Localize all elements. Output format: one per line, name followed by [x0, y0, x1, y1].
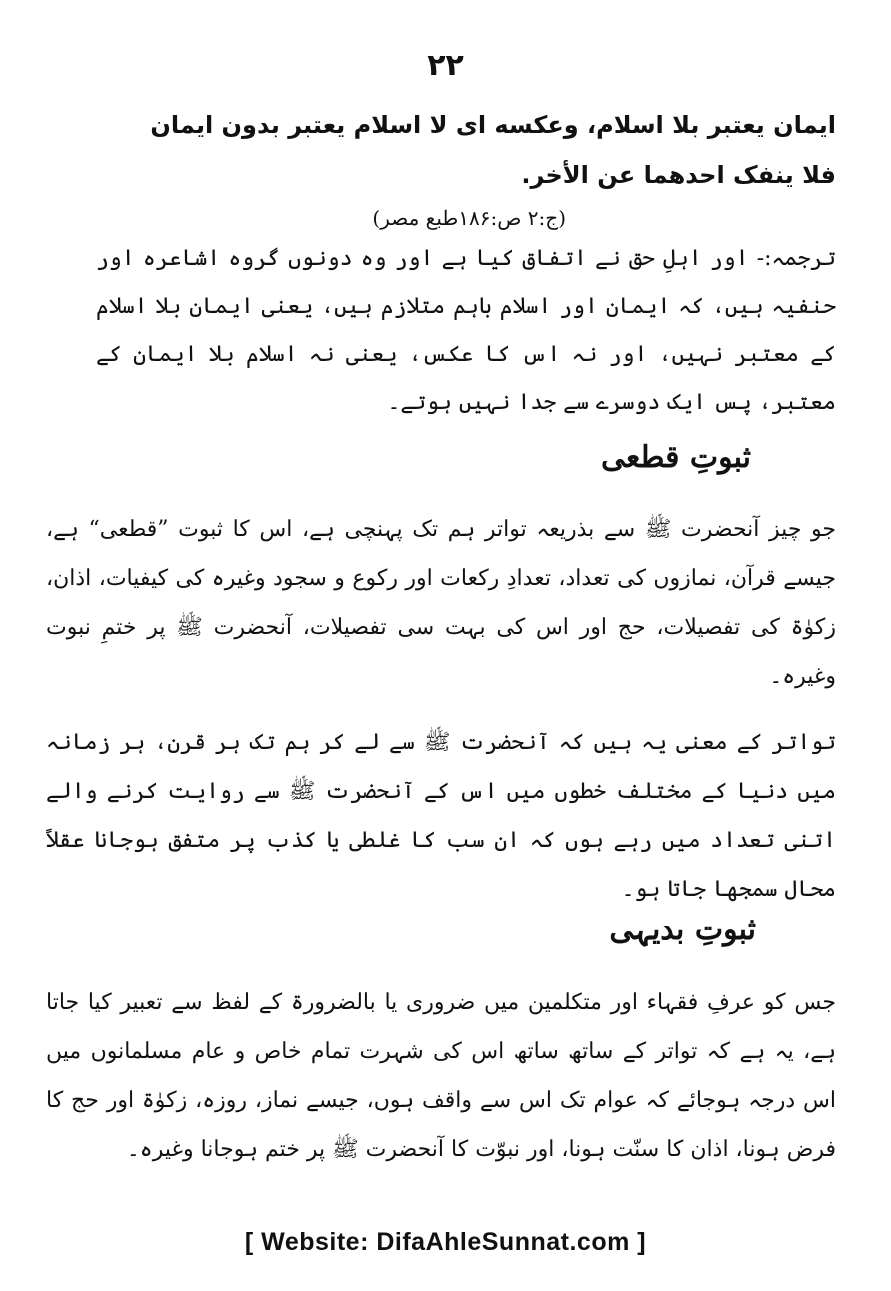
- arabic-quote: ایمان یعتبر بلا اسلام، وعکسه ای لا اسلام یعتبر بدون ایمان فلا ینفک احدهما عن الأخر.: [150, 111, 836, 189]
- website-footer: [ Website: DifaAhleSunnat.com ]: [244, 1228, 647, 1256]
- section-heading-qatai: ثبوتِ قطعی: [600, 440, 751, 475]
- paragraph-badihi-definition: جس کو عرفِ فقہاء اور متکلمین میں ضروری یا بالضرورۃ کے لفظ سے تعبیر کیا جاتا ہے، یہ ہے کہ تواتر کے ساتھ ساتھ اس کی شہرت تمام خاص و عام مسلمانوں میں اس درجہ ہوجائے کہ عوام تک اس سے واقف ہوں، جیسے نماز، روزہ، زکوٰۃ اور حج کا فرض ہونا، اذان کا سنّت ہونا، اور نبوّت کا آنحضرت ﷺ پر ختم ہوجانا وغیرہ۔: [46, 990, 836, 1162]
- citation: (ج:۲ ص:۱۸۶طبع مصر): [372, 206, 566, 230]
- page-number: ۲۲: [427, 48, 464, 83]
- paragraph-qatai-definition: جو چیز آنحضرت ﷺ سے بذریعہ تواتر ہم تک پہنچی ہے، اس کا ثبوت ”قطعی“ ہے، جیسے قرآن، نمازوں کی تعداد، تعدادِ رکعات اور رکوع و سجود وغیرہ کی کیفیات، اذان، زکوٰۃ کی تفصیلات، حج اور اس کی بہت سی تفصیلات، آنحضرت ﷺ پر ختمِ نبوت وغیرہ۔: [46, 517, 836, 689]
- translation-paragraph: ترجمہ:- اور اہلِ حق نے اتفاق کیا ہے اور وہ دونوں گروہ اشاعرہ اور حنفیہ ہیں، کہ ایمان اور اسلام باہم متلازم ہیں، یعنی ایمان بلا اسلام کے معتبر نہیں، اور نہ اس کا عکس، یعنی نہ اسلام بلا ایمان کے معتبر، پس ایک دوسرے سے جدا نہیں ہوتے۔: [96, 246, 836, 415]
- section-heading-badihi: ثبوتِ بدیہی: [609, 912, 756, 947]
- paragraph-tawatur-meaning: تواتر کے معنی یہ ہیں کہ آنحضرت ﷺ سے لے کر ہم تک ہر قرن، ہر زمانہ میں دنیا کے مختلف خطوں میں اس کے آنحضرت ﷺ سے روایت کرنے والے اتنی تعداد میں رہے ہوں کہ ان سب کا غلطی یا کذب پر متفق ہوجانا عقلاً محال سمجھا جاتا ہو۔: [46, 730, 836, 902]
